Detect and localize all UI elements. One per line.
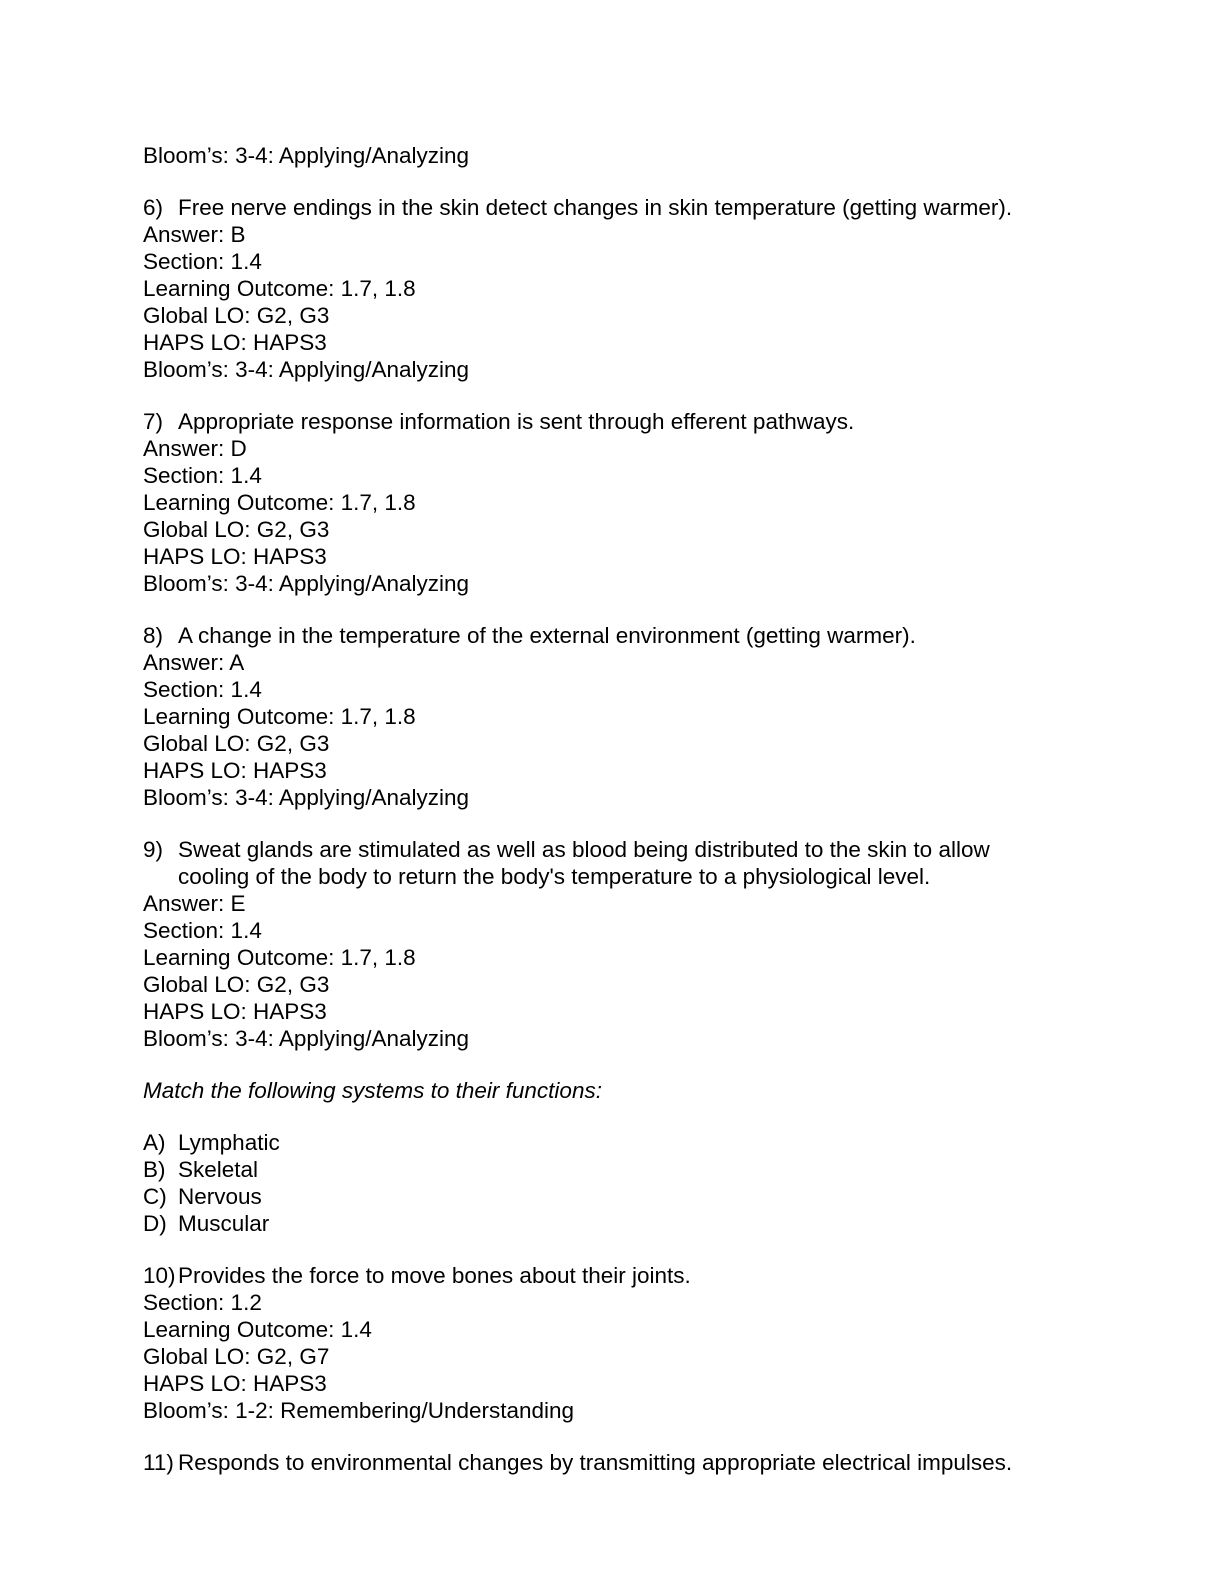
- global-lo: Global LO: G2, G3: [143, 972, 330, 997]
- question-6: [143, 194, 1083, 383]
- section: Section: 1.4: [143, 249, 262, 274]
- option-label: Muscular: [178, 1211, 270, 1236]
- question-11-stem: [143, 1449, 1083, 1476]
- question-11: [143, 1449, 1083, 1476]
- option-letter: C): [143, 1184, 167, 1209]
- learning-outcome: Learning Outcome: 1.7, 1.8: [143, 704, 416, 729]
- question-number: 7): [143, 409, 164, 434]
- spacer: [143, 1424, 1083, 1449]
- question-10-stem: [143, 1262, 1083, 1289]
- previous-question-bloom: Bloom’s: 3-4: Applying/Analyzing: [143, 143, 470, 168]
- spacer: [143, 169, 1083, 194]
- spacer: [143, 597, 1083, 622]
- question-number: 9): [143, 837, 164, 862]
- option-label: Nervous: [178, 1184, 262, 1209]
- learning-outcome: Learning Outcome: 1.7, 1.8: [143, 490, 416, 515]
- question-10: [143, 1262, 1083, 1424]
- haps-lo: HAPS LO: HAPS3: [143, 330, 327, 355]
- question-number: 6): [143, 195, 164, 220]
- global-lo: Global LO: G2, G3: [143, 731, 330, 756]
- option-item: [143, 1183, 1083, 1210]
- answer: Answer: E: [143, 891, 246, 916]
- question-text: Responds to environmental changes by transmitting appropriate electrical impulses.: [178, 1450, 1013, 1475]
- section: Section: 1.4: [143, 463, 262, 488]
- question-9-stem: [143, 836, 1083, 863]
- question-number: 10): [143, 1263, 176, 1288]
- learning-outcome: Learning Outcome: 1.7, 1.8: [143, 276, 416, 301]
- question-9: [143, 836, 1083, 1052]
- blooms: Bloom’s: 3-4: Applying/Analyzing: [143, 785, 470, 810]
- learning-outcome: Learning Outcome: 1.4: [143, 1317, 372, 1342]
- blooms: Bloom’s: 3-4: Applying/Analyzing: [143, 357, 470, 382]
- answer: Answer: D: [143, 436, 247, 461]
- spacer: [143, 1104, 1083, 1129]
- option-label: Lymphatic: [178, 1130, 280, 1155]
- global-lo: Global LO: G2, G3: [143, 303, 330, 328]
- section: Section: 1.4: [143, 677, 262, 702]
- spacer: [143, 1237, 1083, 1262]
- question-9-stem-continued: [143, 863, 1083, 890]
- haps-lo: HAPS LO: HAPS3: [143, 544, 327, 569]
- spacer: [143, 383, 1083, 408]
- question-8: [143, 622, 1083, 811]
- section: Section: 1.2: [143, 1290, 262, 1315]
- section: Section: 1.4: [143, 918, 262, 943]
- haps-lo: HAPS LO: HAPS3: [143, 1371, 327, 1396]
- blooms: Bloom’s: 3-4: Applying/Analyzing: [143, 1026, 470, 1051]
- option-item: [143, 1210, 1083, 1237]
- document-page: [143, 142, 1083, 1476]
- global-lo: Global LO: G2, G7: [143, 1344, 330, 1369]
- question-text-line-1: Sweat glands are stimulated as well as blood being distributed to the skin to allow: [178, 837, 990, 862]
- question-7-stem: [143, 408, 1083, 435]
- option-list: [143, 1129, 1083, 1237]
- blooms: Bloom’s: 3-4: Applying/Analyzing: [143, 571, 470, 596]
- blooms: Bloom’s: 1-2: Remembering/Understanding: [143, 1398, 575, 1423]
- option-letter: D): [143, 1211, 167, 1236]
- option-item: [143, 1156, 1083, 1183]
- option-letter: B): [143, 1157, 166, 1182]
- haps-lo: HAPS LO: HAPS3: [143, 758, 327, 783]
- global-lo: Global LO: G2, G3: [143, 517, 330, 542]
- question-number: 8): [143, 623, 164, 648]
- option-label: Skeletal: [178, 1157, 259, 1182]
- question-number: 11): [143, 1450, 174, 1475]
- haps-lo: HAPS LO: HAPS3: [143, 999, 327, 1024]
- question-text-line-2: cooling of the body to return the body's temperature to a physiological level.: [178, 864, 931, 889]
- option-letter: A): [143, 1130, 166, 1155]
- question-8-stem: [143, 622, 1083, 649]
- learning-outcome: Learning Outcome: 1.7, 1.8: [143, 945, 416, 970]
- question-text: Free nerve endings in the skin detect changes in skin temperature (getting warmer).: [178, 195, 1013, 220]
- question-text: Provides the force to move bones about their joints.: [178, 1263, 691, 1288]
- answer: Answer: A: [143, 650, 245, 675]
- question-text: Appropriate response information is sent through efferent pathways.: [178, 409, 855, 434]
- spacer: [143, 1052, 1083, 1077]
- question-text: A change in the temperature of the external environment (getting warmer).: [178, 623, 916, 648]
- answer: Answer: B: [143, 222, 246, 247]
- question-7: [143, 408, 1083, 597]
- option-item: [143, 1129, 1083, 1156]
- question-6-stem: [143, 194, 1083, 221]
- match-instruction: Match the following systems to their functions:: [143, 1078, 602, 1103]
- spacer: [143, 811, 1083, 836]
